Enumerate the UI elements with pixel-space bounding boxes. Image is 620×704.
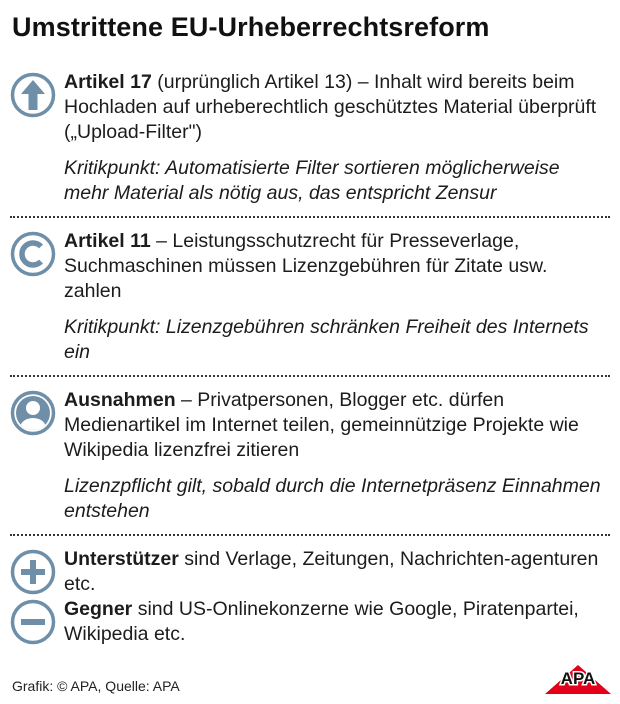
divider [10,534,610,536]
plus-icon [10,549,56,595]
section-critique: Kritikpunkt: Automatisierte Filter sortieren möglicherweise mehr Material als nötig aus, das entspricht Zensur [64,157,560,204]
section-text [64,388,609,524]
arrow-up-icon [10,72,56,118]
section-text [64,229,609,365]
source-credit: Grafik: © APA, Quelle: APA [12,678,180,694]
section-description: – Leistungsschutzrecht für Presseverlage, Suchmaschinen müssen Lizenzgebühren für Zitate usw. zahlen [64,230,548,302]
opponents-description: sind US-Onlinekonzerne wie Google, Piratenpartei, Wikipedia etc. [64,598,579,645]
section-lead: Ausnahmen [64,389,176,411]
person-icon [10,390,56,436]
apa-logo-text: APA [560,669,596,688]
section-lead: Artikel 11 [64,230,151,252]
section-text [64,70,609,206]
section-critique: Kritikpunkt: Lizenzgebühren schränken Freiheit des Internets ein [64,316,589,363]
supporters-description: sind Verlage, Zeitungen, Nachrichten-agenturen etc. [64,548,599,595]
divider [10,216,610,218]
section-lead: Artikel 17 [64,71,152,93]
opponents-lead: Gegner [64,598,133,620]
copyright-icon [10,231,56,277]
section-description: – Privatpersonen, Blogger etc. dürfen Medienartikel im Internet teilen, gemeinnützige Projekte wie Wikipedia lizenzfrei zitieren [64,389,579,461]
section-text [64,547,609,597]
divider [10,375,610,377]
supporters-lead: Unterstützer [64,548,179,570]
section-critique: Lizenzpflicht gilt, sobald durch die Internetpräsenz Einnahmen entstehen [64,475,601,522]
apa-logo [545,664,611,694]
section-description: (urprünglich Artikel 13) – Inhalt wird bereits beim Hochladen auf urheberechtlich geschütztes Material überprüft („Upload-Filter") [64,71,597,143]
section-text [64,597,609,647]
minus-icon [10,599,56,645]
page-title: Umstrittene EU-Urheberrechtsreform [12,12,490,42]
